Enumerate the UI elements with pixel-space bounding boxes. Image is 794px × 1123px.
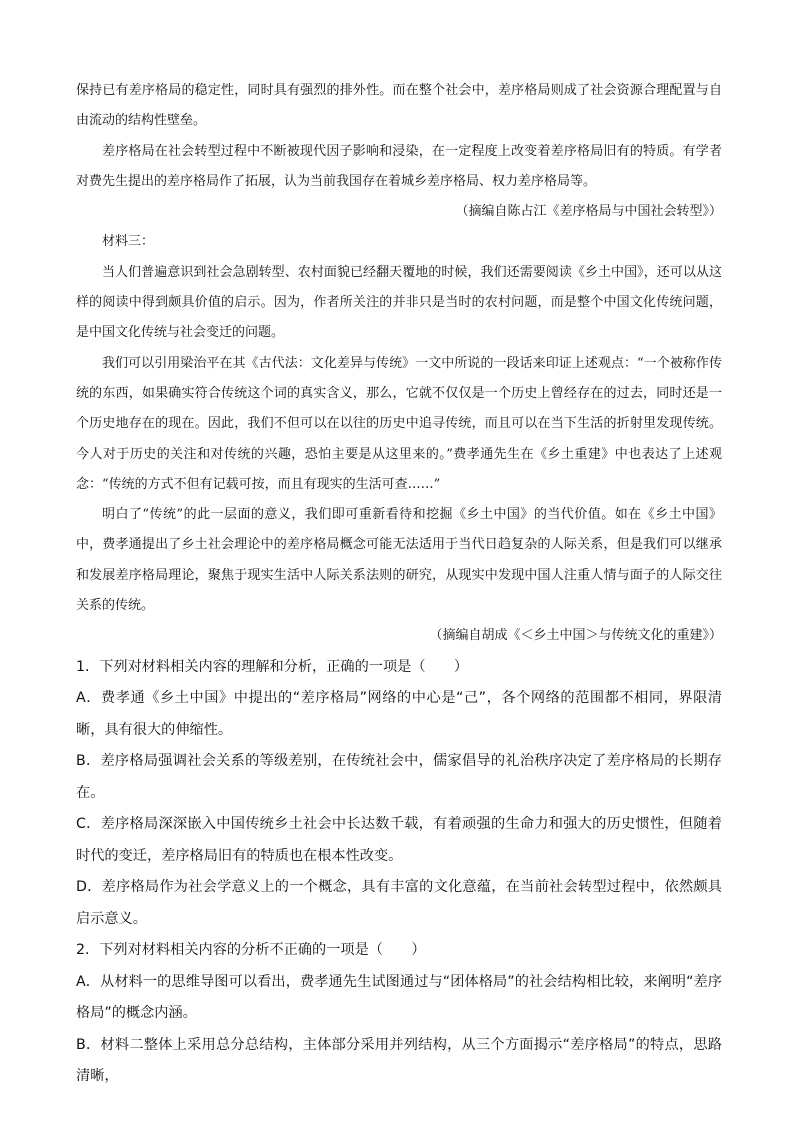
source-citation: （摘编自陈占江《差序格局与中国社会转型》） — [455, 204, 722, 220]
option-c: C．差序格局深深嵌入中国传统乡土社会中长达数千载，有着顽强的生命力和强大的历史惯性，但随着时代的变迁，差序格局旧有的特质也在根本性改变。 — [76, 816, 722, 864]
text-paragraph: 我们可以引用梁治平在其《古代法：文化差异与传统》一文中所说的一段话来印证上述观点：“一个被称作传统的东西，如果确实符合传统这个词的真实含义，那么，它就不仅仅是一个历史上曾经存在的过去，同时还是一个历史地存在的现在。因此，我们不但可以在以往的历史中追寻传统，而且可以在当下生活的折射里发现传统。今人对于历史的关注和对传统的兴趣，恐怕主要是从这里来的。”费孝通先生在《乡土重建》中也表达了上述观念：“传统的方式不但有记载可按，而且有现实的生活可查……” — [76, 355, 722, 492]
material-label: 材料三： — [102, 234, 155, 250]
option-a: A．从材料一的思维导图可以看出，费孝通先生试图通过与“团体格局”的社会结构相比较，来阐明“差序格局”的概念内涵。 — [76, 973, 722, 1022]
option-a: A．费孝通《乡土中国》中提出的“差序格局”网络的中心是“己”，各个网络的范围都不相同，界限清晰，具有很大的伸缩性。 — [76, 690, 722, 738]
option-d: D．差序格局作为社会学意义上的一个概念，具有丰富的文化意蕴，在当前社会转型过程中，依然颇具启示意义。 — [76, 879, 722, 927]
option-b: B．材料二整体上采用总分总结构，主体部分采用并列结构，从三个方面揭示“差序格局”的特点，思路清晰， — [76, 1036, 722, 1085]
text-paragraph: 差序格局在社会转型过程中不断被现代因子影响和浸染，在一定程度上改变着差序格局旧有的特质。有学者对费先生提出的差序格局作了拓展，认为当前我国存在着城乡差序格局、权力差序格局等。 — [76, 143, 722, 189]
text-paragraph: 明白了“传统”的此一层面的意义，我们即可重新看待和挖掘《乡土中国》的当代价值。如在《乡土中国》中，费孝通提出了乡土社会理论中的差序格局概念可能无法适用于当代日趋复杂的人际关系，但是我们可以继承和发展差序格局理论，聚焦于现实生活中人际关系法则的研究，从现实中发现中国人注重人情与面子的人际交往关系的传统。 — [76, 507, 722, 614]
option-b: B．差序格局强调社会关系的等级差别，在传统社会中，儒家倡导的礼治秩序决定了差序格局的长期存在。 — [76, 753, 722, 801]
source-citation: （摘编自胡成《＜乡土中国＞与传统文化的重建》） — [429, 628, 722, 644]
text-paragraph: 保持已有差序格局的稳定性，同时具有强烈的排外性。而在整个社会中，差序格局则成了社会资源合理配置与自由流动的结构性壁垒。 — [76, 83, 722, 129]
document-page — [76, 76, 722, 1093]
question-1 — [76, 652, 722, 936]
text-paragraph: 当人们普遍意识到社会急剧转型、农村面貌已经翻天覆地的时候，我们还需要阅读《乡土中国》，还可以从这样的阅读中得到颇具价值的启示。因为，作者所关注的并非只是当时的农村问题，而是整个中国文化传统问题，是中国文化传统与社会变迁的问题。 — [76, 264, 722, 341]
question-stem: 1．下列对材料相关内容的理解和分析，正确的一项是（ ） — [76, 658, 469, 675]
question-2 — [76, 935, 722, 1093]
question-stem: 2．下列对材料相关内容的分析不正确的一项是（ ） — [76, 942, 426, 959]
